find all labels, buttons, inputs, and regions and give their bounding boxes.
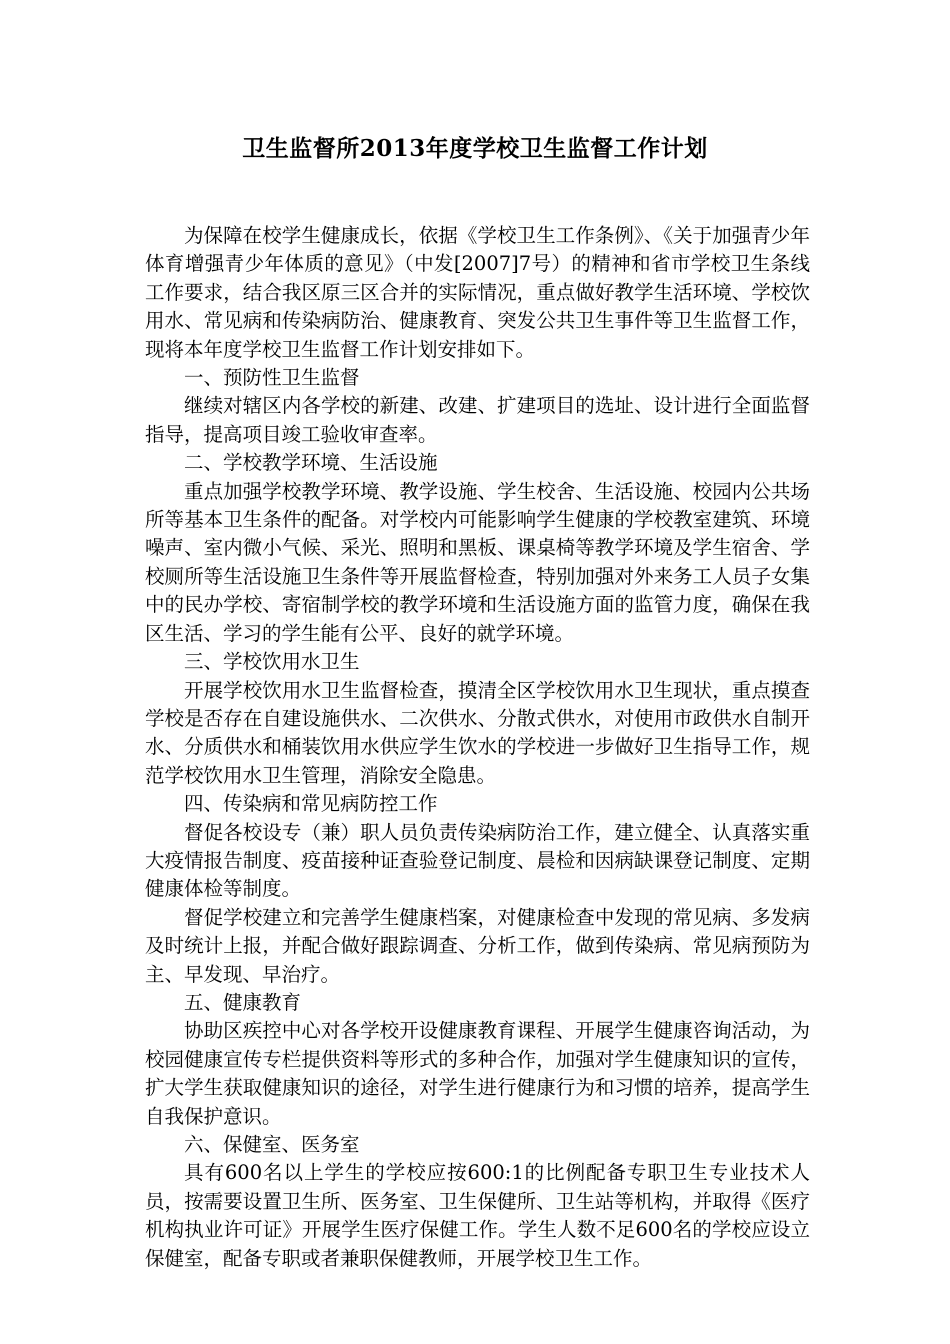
document-body (145, 222, 810, 1273)
section-heading-5: 五、健康教育 (184, 990, 302, 1014)
paragraph: 具有600名以上学生的学校应按600:1的比例配备专职卫生专业技术人员，按需要设置卫生所、医务室、卫生保健所、卫生站等机构，并取得《医疗机构执业许可证》开展学生医疗保健工作。学生人数不足600名的学校应设立保健室，配备专职或者兼职保健教师，开展学校卫生工作。 (145, 1161, 810, 1270)
section-heading-1: 一、预防性卫生监督 (184, 366, 360, 390)
paragraph: 协助区疾控中心对各学校开设健康教育课程、开展学生健康咨询活动，为校园健康宣传专栏提供资料等形式的多种合作，加强对学生健康知识的宣传，扩大学生获取健康知识的途径，对学生进行健康行为和习惯的培养，提高学生自我保护意识。 (145, 1019, 810, 1128)
paragraph: 督促各校设专（兼）职人员负责传染病防治工作，建立健全、认真落实重大疫情报告制度、疫苗接种证查验登记制度、晨检和因病缺课登记制度、定期健康体检等制度。 (145, 820, 810, 901)
paragraph: 开展学校饮用水卫生监督检查，摸清全区学校饮用水卫生现状，重点摸查学校是否存在自建设施供水、二次供水、分散式供水，对使用市政供水自制开水、分质供水和桶装饮用水供应学生饮水的学校进一步做好卫生指导工作，规范学校饮用水卫生管理，消除安全隐患。 (145, 678, 810, 787)
paragraph: 督促学校建立和完善学生健康档案，对健康检查中发现的常见病、多发病及时统计上报，并配合做好跟踪调查、分析工作，做到传染病、常见病预防为主、早发现、早治疗。 (145, 905, 810, 986)
paragraph: 重点加强学校教学环境、教学设施、学生校舍、生活设施、校园内公共场所等基本卫生条件的配备。对学校内可能影响学生健康的学校教室建筑、环境噪声、室内微小气候、采光、照明和黑板、课桌椅等教学环境及学生宿舍、学校厕所等生活设施卫生条件等开展监督检查，特别加强对外来务工人员子女集中的民办学校、寄宿制学校的教学环境和生活设施方面的监管力度，确保在我区生活、学习的学生能有公平、良好的就学环境。 (145, 479, 810, 645)
section-heading-6: 六、保健室、医务室 (184, 1133, 360, 1156)
section-heading-2: 二、学校教学环境、生活设施 (184, 451, 438, 475)
section-heading-4: 四、传染病和常见病防控工作 (184, 792, 438, 816)
document-title: 卫生监督所2013年度学校卫生监督工作计划 (242, 135, 708, 162)
paragraph: 继续对辖区内各学校的新建、改建、扩建项目的选址、设计进行全面监督指导，提高项目竣工验收审查率。 (145, 394, 810, 446)
paragraph-intro: 为保障在校学生健康成长，依据《学校卫生工作条例》、《关于加强青少年体育增强青少年体质的意见》（中发[2007]7号）的精神和省市学校卫生条线工作要求，结合我区原三区合并的实际情况，重点做好教学生活环境、学校饮用水、常见病和传染病防治、健康教育、突发公共卫生事件等卫生监督工作，现将本年度学校卫生监督工作计划安排如下。 (145, 224, 810, 361)
section-heading-3: 三、学校饮用水卫生 (184, 650, 360, 674)
